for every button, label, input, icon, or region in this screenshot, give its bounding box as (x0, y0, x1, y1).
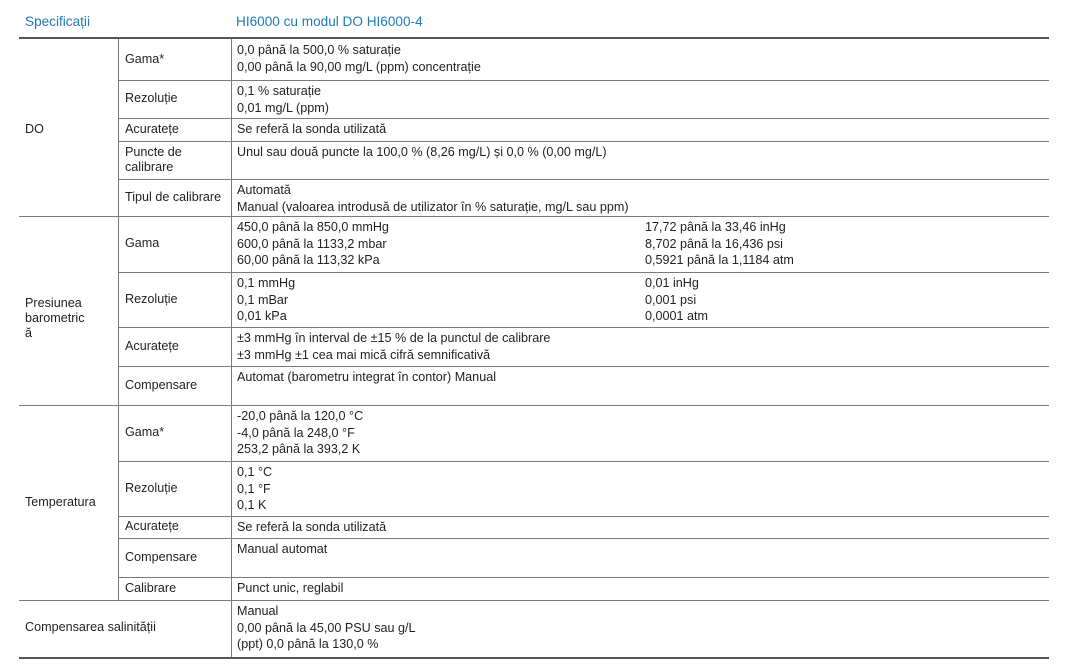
row-label-line: Tipul de calibrare (125, 189, 222, 204)
column-divider (231, 39, 232, 216)
row-value-line: Automată (237, 183, 291, 197)
row-border (118, 141, 1049, 142)
row-value-line: 600,0 până la 1133,2 mbar (237, 236, 387, 251)
row-value (237, 541, 327, 558)
row-value-line: 0,00 până la 90,00 mg/L (ppm) concentrație (237, 59, 481, 74)
row-value (237, 83, 329, 116)
section-name-line: Temperatura (25, 495, 96, 509)
row-label-line: Compensare (125, 549, 198, 564)
row-border (118, 577, 1049, 578)
section-border (19, 216, 1049, 217)
row-label (125, 581, 176, 597)
column-divider (118, 39, 119, 216)
row-label-line: Puncte de (125, 144, 182, 159)
column-divider (231, 600, 232, 657)
row-value-secondary-line: 0,5921 până la 1,1184 atm (645, 253, 794, 267)
row-value-line: Manual (237, 604, 279, 618)
row-value-line: 253,2 până la 393,2 K (237, 442, 361, 456)
row-border (118, 80, 1049, 81)
row-label (125, 190, 221, 206)
row-value-line: Unul sau două puncte la 100,0 % (8,26 mg/L) și 0,0 % (0,00 mg/L) (237, 145, 607, 159)
row-label-line: Acuratețe (125, 121, 179, 136)
row-value (237, 464, 272, 514)
row-label (125, 292, 178, 308)
row-border (118, 366, 1049, 367)
table-header (0, 0, 1070, 37)
row-value-line: Automat (barometru integrat în contor) Manual (237, 370, 496, 384)
section-border (19, 405, 1049, 406)
row-value-line: 0,01 mg/L (ppm) (237, 100, 329, 115)
row-value-secondary-line: 8,702 până la 16,436 psi (645, 236, 783, 251)
row-value (237, 580, 343, 597)
row-label-line: Gama (125, 236, 160, 251)
row-value-secondary (645, 275, 708, 325)
row-value-line: 0,1 mBar (237, 292, 289, 307)
section-name (25, 620, 156, 635)
row-value-line: (ppt) 0,0 până la 130,0 % (237, 637, 379, 651)
row-value (237, 330, 550, 363)
row-value-line: Punct unic, reglabil (237, 581, 344, 595)
section-border (19, 600, 1049, 601)
row-value-line: 0,1 % saturație (237, 84, 322, 98)
row-value-secondary-line: 0,001 psi (645, 292, 697, 307)
row-label (125, 236, 159, 252)
section-name-line: DO (25, 122, 44, 136)
row-label-line: Acuratețe (125, 338, 179, 353)
column-divider (231, 405, 232, 600)
column-divider (231, 216, 232, 405)
row-label (125, 378, 197, 394)
row-value (237, 121, 386, 138)
section-name (25, 495, 96, 510)
row-value-secondary-line: 0,01 inHg (645, 276, 699, 290)
row-label-line: calibrare (125, 160, 174, 174)
row-value (237, 408, 363, 458)
row-value-line: 0,1 °C (237, 465, 273, 479)
row-label-line: Rezoluție (125, 91, 178, 106)
row-value-line: 60,00 până la 113,32 kPa (237, 253, 380, 267)
row-value (237, 369, 496, 386)
row-label (125, 122, 179, 138)
section-name-line: Compensarea salinității (25, 620, 156, 634)
row-value-line: Manual automat (237, 542, 328, 556)
row-value (237, 275, 295, 325)
row-label-line: Rezoluție (125, 291, 178, 306)
row-border (118, 538, 1049, 539)
header-product: HI6000 cu modul DO HI6000-4 (236, 14, 423, 29)
row-value-line: ±3 mmHg ±1 cea mai mică cifră semnificativă (237, 347, 491, 362)
row-value-line: ±3 mmHg în interval de ±15 % de la punctul de calibrare (237, 331, 551, 345)
row-value (237, 603, 416, 653)
header-specifications: Specificații (25, 14, 90, 29)
row-value-line: 0,1 K (237, 498, 267, 512)
row-value (237, 519, 386, 536)
section-name-line: Presiunea (25, 296, 82, 310)
row-label-line: Gama* (125, 51, 165, 66)
row-label (125, 145, 182, 176)
row-label-line: Rezoluție (125, 480, 178, 495)
row-border (118, 179, 1049, 180)
row-value (237, 144, 607, 161)
column-divider (118, 405, 119, 600)
row-border (118, 327, 1049, 328)
row-label (125, 91, 178, 107)
row-label-line: Acuratețe (125, 519, 179, 534)
row-value-secondary-line: 17,72 până la 33,46 inHg (645, 220, 786, 234)
row-label (125, 550, 197, 566)
header-rule (19, 37, 1049, 39)
section-name (25, 296, 85, 341)
section-border (19, 657, 1049, 659)
row-label-line: Gama* (125, 425, 165, 440)
row-value-line: 0,01 kPa (237, 309, 287, 323)
row-label (125, 425, 164, 441)
row-value-line: 450,0 până la 850,0 mmHg (237, 220, 389, 234)
row-value (237, 42, 481, 75)
row-value (237, 182, 629, 215)
row-value-line: 0,0 până la 500,0 % saturație (237, 43, 401, 57)
section-name-line: barometric (25, 311, 85, 325)
row-border (118, 272, 1049, 273)
row-value-secondary-line: 0,0001 atm (645, 309, 709, 323)
row-label-line: Compensare (125, 377, 198, 392)
section-name (25, 122, 44, 137)
row-value-line: -20,0 până la 120,0 °C (237, 409, 364, 423)
column-divider (118, 216, 119, 405)
row-label (125, 339, 179, 355)
row-border (118, 461, 1049, 462)
row-value-line: 0,1 mmHg (237, 276, 296, 290)
section-name-line: ă (25, 326, 33, 340)
row-value-line: 0,1 °F (237, 481, 271, 496)
row-border (118, 516, 1049, 517)
row-value-line: Se referă la sonda utilizată (237, 122, 387, 136)
row-value-line: Se referă la sonda utilizată (237, 520, 387, 534)
row-value-line: 0,00 până la 45,00 PSU sau g/L (237, 620, 416, 635)
row-value (237, 219, 389, 269)
row-value-line: -4,0 până la 248,0 °F (237, 425, 355, 440)
row-label-line: Calibrare (125, 580, 177, 595)
row-label (125, 519, 179, 535)
row-border (118, 118, 1049, 119)
row-value-line: Manual (valoarea introdusă de utilizator în % saturație, mg/L sau ppm) (237, 199, 629, 214)
row-value-secondary (645, 219, 794, 269)
row-label (125, 52, 164, 68)
row-label (125, 481, 178, 497)
